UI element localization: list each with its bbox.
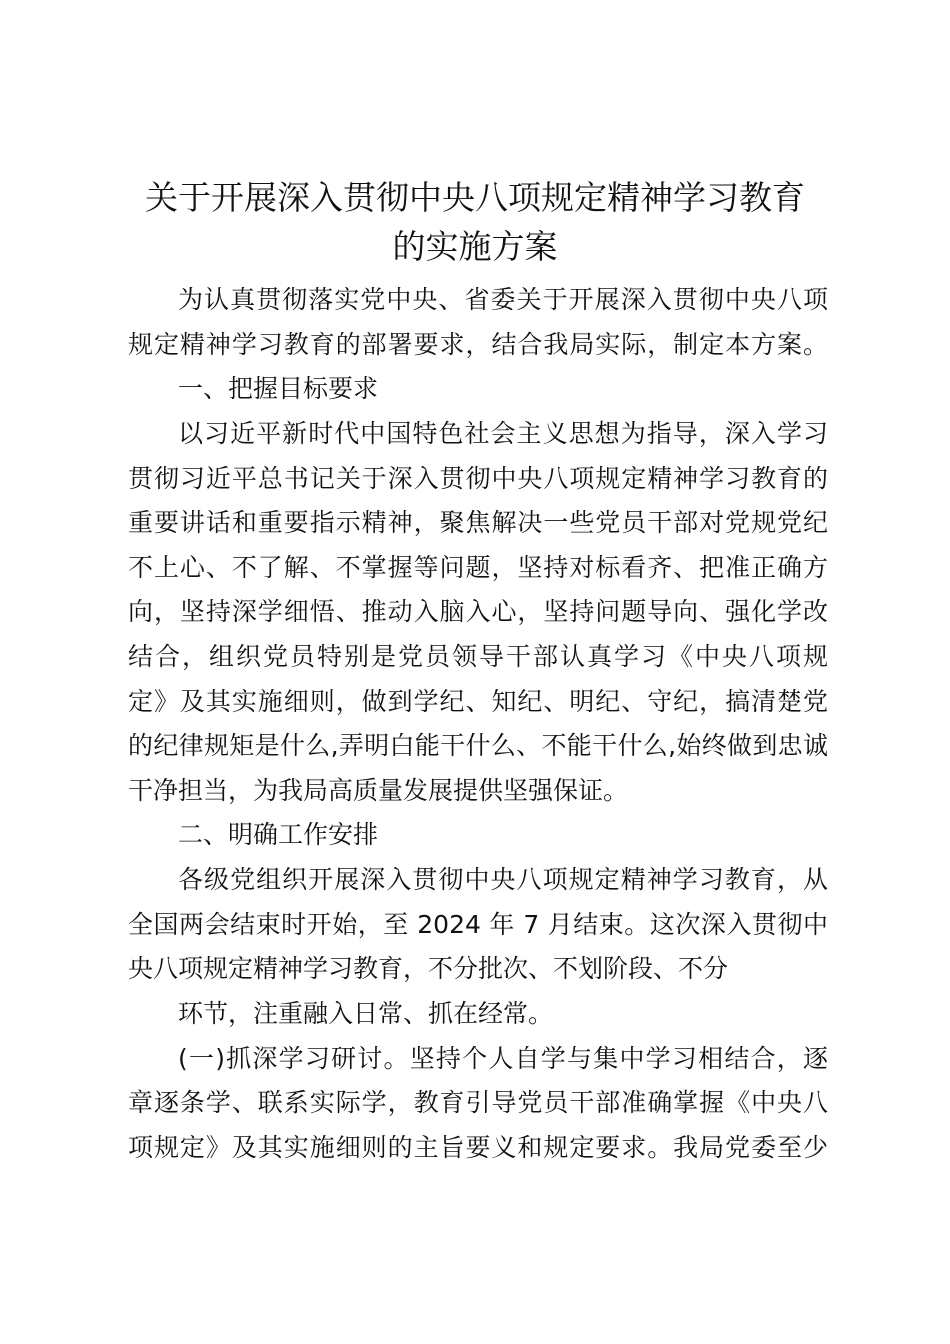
- paragraph-line-2: 规定精神学习教育的部署要求，结合我局实际，制定本方案。: [128, 330, 828, 359]
- document-title-line-2: 的实施方案: [392, 227, 558, 266]
- paragraph-line-12: 干净担当，为我局高质量发展提供坚强保证。: [128, 776, 629, 805]
- paragraph-line-15: 全国两会结束时开始，至 2024 年 7 月结束。这次深入贯彻中: [128, 910, 828, 939]
- paragraph-line-9: 结合，组织党员特别是党员领导干部认真学习《中央八项规: [128, 642, 828, 671]
- paragraph-line-5: 贯彻习近平总书记关于深入贯彻中央八项规定精神学习教育的: [128, 464, 828, 493]
- paragraph-line-10: 定》及其实施细则，做到学纪、知纪、明纪、守纪，搞清楚党: [128, 687, 828, 716]
- paragraph-line-1: 为认真贯彻落实党中央、省委关于开展深入贯彻中央八项: [178, 285, 828, 314]
- section-heading-2: 二、明确工作安排: [178, 820, 379, 849]
- paragraph-line-7: 不上心、不了解、不掌握等问题，坚持对标看齐、把准正确方: [128, 553, 828, 582]
- paragraph-line-16: 央八项规定精神学习教育，不分批次、不划阶段、不分: [128, 954, 729, 983]
- paragraph-line-11: 的纪律规矩是什么,弄明白能干什么、不能干什么,始终做到忠诚: [128, 731, 828, 760]
- paragraph-line-18: (一)抓深学习研讨。坚持个人自学与集中学习相结合，逐: [178, 1044, 828, 1073]
- paragraph-line-19: 章逐条学、联系实际学，教育引导党员干部准确掌握《中央八: [128, 1088, 828, 1117]
- paragraph-line-14: 各级党组织开展深入贯彻中央八项规定精神学习教育，从: [178, 865, 828, 894]
- document-title-line-1: 关于开展深入贯彻中央八项规定精神学习教育: [145, 178, 805, 217]
- paragraph-line-20: 项规定》及其实施细则的主旨要义和规定要求。我局党委至少: [128, 1133, 828, 1162]
- paragraph-line-4: 以习近平新时代中国特色社会主义思想为指导，深入学习: [178, 419, 828, 448]
- paragraph-line-8: 向，坚持深学细悟、推动入脑入心，坚持问题导向、强化学改: [128, 597, 828, 626]
- paragraph-line-17: 环节，注重融入日常、抓在经常。: [178, 999, 554, 1028]
- section-heading-1: 一、把握目标要求: [178, 374, 379, 403]
- paragraph-line-6: 重要讲话和重要指示精神，聚焦解决一些党员干部对党规党纪: [128, 508, 828, 537]
